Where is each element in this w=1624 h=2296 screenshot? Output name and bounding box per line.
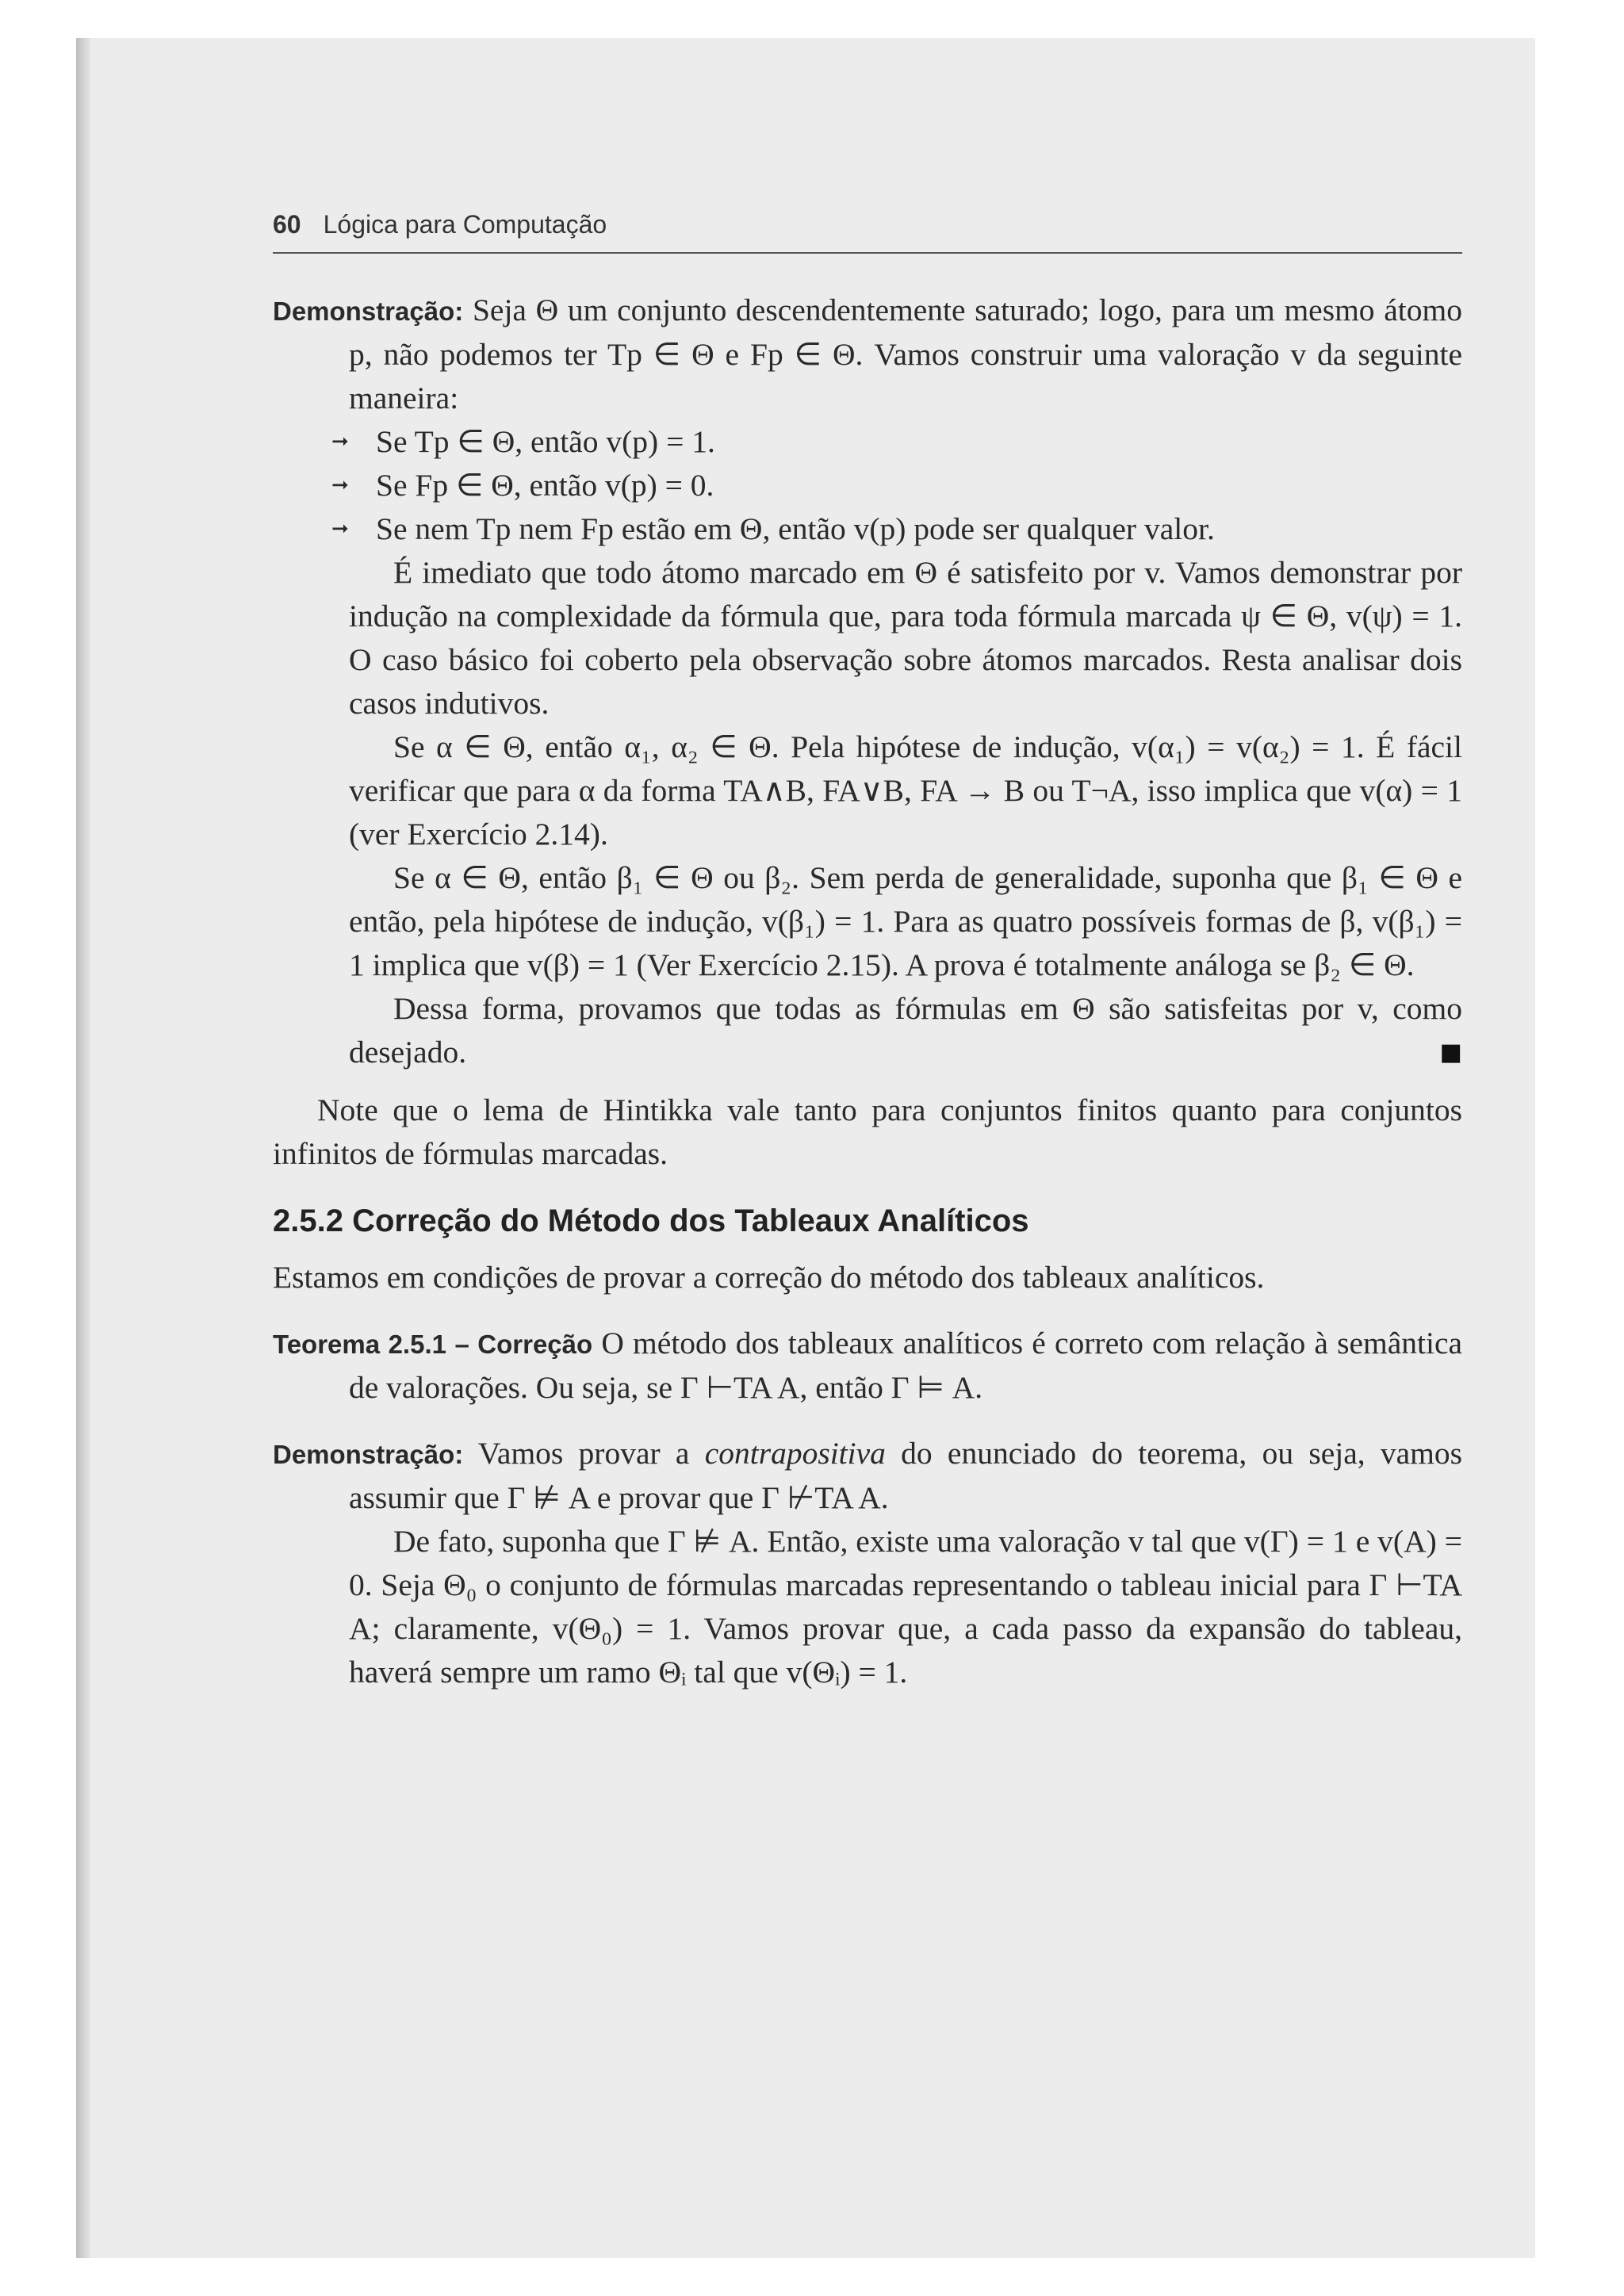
proof-1-opening xyxy=(273,289,1462,420)
section-intro: Estamos em condições de provar a correção do método dos tableaux analíticos. xyxy=(273,1260,1265,1295)
list-item xyxy=(331,464,1462,507)
valuation-cases xyxy=(273,420,1462,551)
spacer xyxy=(273,1410,1462,1432)
case-text: Se nem Tp nem Fp estão em Θ, então v(p) pode ser qualquer valor. xyxy=(376,511,1215,546)
paragraph-text: Dessa forma, provamos que todas as fórmulas em Θ são satisfeitas por v, como desejado. xyxy=(349,991,1462,1070)
arrow-right-icon: ➞ xyxy=(331,517,349,541)
section-heading: 2.5.2 Correção do Método dos Tableaux Analíticos xyxy=(273,1203,1029,1238)
paragraph: Se α ∈ Θ, então α₁, α₂ ∈ Θ. Pela hipótese de indução, v(α₁) = v(α₂) = 1. É fácil verificar que para α da forma TA∧B, FA∨B, FA → B ou T¬A, isso implica que v(α) = 1 (ver Exercício 2.14). xyxy=(349,729,1462,851)
arrow-right-icon: ➞ xyxy=(331,473,349,497)
theorem-label: Teorema 2.5.1 – Correção xyxy=(273,1330,593,1359)
spacer xyxy=(273,1299,1462,1322)
page-body xyxy=(273,289,1462,1694)
paragraph: De fato, suponha que Γ ⊭ A. Então, existe uma valoração v tal que v(Γ) = 1 e v(A) = 0. Seja Θ₀ o conjunto de fórmulas marcadas representando o tableau inicial para Γ ⊢TA A; claramente, v(Θ₀) = 1. Vamos provar que, a cada passo da expansão do tableau, haverá sempre um ramo Θᵢ tal que v(Θᵢ) = 1. xyxy=(349,1524,1462,1689)
spacer xyxy=(273,1074,1462,1089)
qed-square-icon: ■ xyxy=(1439,1039,1462,1066)
book-title: Lógica para Computação xyxy=(323,210,607,239)
paragraph: É imediato que todo átomo marcado em Θ é satisfeito por v. Vamos demonstrar por indução na complexidade da fórmula que, para toda fórmula marcada ψ ∈ Θ, v(ψ) = 1. O caso básico foi coberto pela observação sobre átomos marcados. Resta analisar dois casos indutivos. xyxy=(349,555,1462,721)
proof-2-opening xyxy=(273,1432,1462,1520)
page-content xyxy=(273,210,1462,1694)
emphasis: contrapositiva xyxy=(704,1436,886,1471)
case-text: Se Tp ∈ Θ, então v(p) = 1. xyxy=(376,424,715,459)
proof-2-text: Vamos provar a xyxy=(477,1436,705,1471)
running-head xyxy=(273,210,1462,254)
paragraph-final xyxy=(273,987,1462,1074)
note-paragraph: Note que o lema de Hintikka vale tanto para conjuntos finitos quanto para conjuntos infinitos de fórmulas marcadas. xyxy=(273,1093,1462,1171)
list-item xyxy=(331,420,1462,464)
proof-label: Demonstração: xyxy=(273,1440,464,1469)
arrow-right-icon: ➞ xyxy=(331,430,349,453)
paragraph: Se α ∈ Θ, então β₁ ∈ Θ ou β₂. Sem perda de generalidade, suponha que β₁ ∈ Θ e então, pela hipótese de indução, v(β₁) = 1. Para as quatro possíveis formas de β, v(β₁) = 1 implica que v(β) = 1 (Ver Exercício 2.15). A prova é totalmente análoga se β₂ ∈ Θ. xyxy=(349,860,1462,982)
case-text: Se Fp ∈ Θ, então v(p) = 0. xyxy=(376,468,714,503)
list-item xyxy=(331,507,1462,551)
proof-2-text: do enunciado do teorema, ou seja, vamos assumir que Γ ⊭ A e provar que Γ ⊬TA A. xyxy=(349,1436,1462,1515)
proof-label: Demonstração: xyxy=(273,297,464,326)
theorem-text: O método dos tableaux analíticos é correto com relação à semântica de valorações. Ou seja, se Γ ⊢TA A, então Γ ⊨ A. xyxy=(349,1326,1463,1405)
page-gutter-shadow xyxy=(76,38,90,2258)
page-number: 60 xyxy=(273,210,301,239)
proof-1-text: Seja Θ um conjunto descendentemente saturado; logo, para um mesmo átomo p, não podemos ter Tp ∈ Θ e Fp ∈ Θ. Vamos construir uma valoração v da seguinte maneira: xyxy=(349,293,1463,415)
theorem xyxy=(273,1322,1462,1410)
